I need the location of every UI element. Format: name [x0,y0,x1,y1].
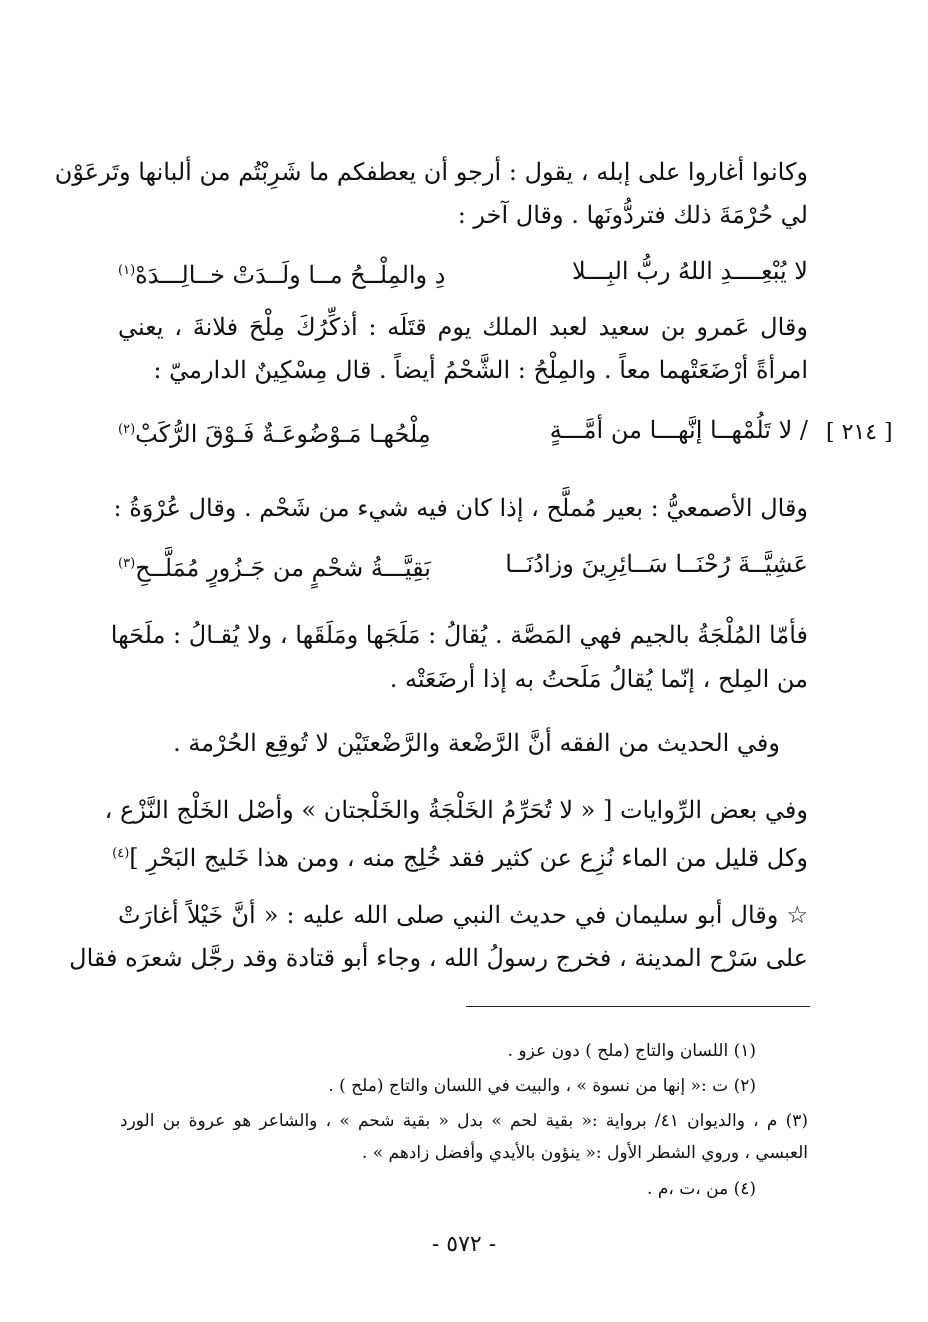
body-line: وفي الحديث من الفقه أنَّ الرَّضْعة والرَّضْعتَيْن لا تُوقِع الحُرْمة . [173,729,780,757]
footnote: (١) اللسان والتاج (ملح ) دون عزو . [507,1041,756,1061]
body-line: وكانوا أغاروا على إبله ، يقول : أرجو أن يعطفكم ما شَرِبْتُم من ألبانها وتَرعَوْن [54,158,808,186]
body-line: وقال عَمرو بن سعيد لعبد الملك يوم قتَلَه : أذكِّرُكَ مِلْحَ فلانةَ ، يعني [118,313,808,341]
margin-page-reference: [ ٢١٤ ] [826,420,893,445]
footnote-marker: (٣) [118,556,136,571]
footnote: (٤) من ،ت ،م . [647,1179,756,1199]
footnote: (٣) م ، والديوان ٤١/ برواية :« بقية لحم » بدل « بقية شحم » ، والشاعر هو عروة بن الورد [120,1111,808,1131]
verse [118,413,808,447]
verse-first-hemistich: لا يُبْعِــــدِ اللهُ ربُّ البِـــلا [571,257,808,285]
footnote-marker: (٤) [112,846,130,861]
verse [118,254,808,288]
body-line: وقال الأصمعيُّ : بعير مُملَّح ، إذا كان فيه شيء من شَحْم . وقال عُرْوَةُ : [113,494,808,522]
footnote: (٢) ت :« إنها من نسوة » ، والبيت في اللسان والتاج (ملح ) . [328,1076,756,1096]
body-line: فأمّا المُلْجَةُ بالجيم فهي المَصَّة . يُقالُ : مَلَجَها ومَلَقَها ، ولا يُقـالُ : ملَحَها [110,621,808,649]
verse-first-hemistich: عَشِيَّــةَ رُحْنَــا سَــائِرِينَ وزادُنَــا [505,550,808,578]
verse-second-hemistich [118,547,448,585]
verse-second-hemistich [118,413,448,451]
body-line: من المِلح ، إنّما يُقالُ مَلَحتُ به إذا أرضَعَتْه . [389,665,808,693]
body-line: على سَرْح المدينة ، فخرج رسولُ الله ، وجاء أبو قتادة وقد رجَّل شعرَه فقال [69,944,808,972]
verse-second-text: دِ والمِلْــحُ مــا ولَــدَتْ خــالِـــدَهْ [135,261,446,289]
body-line: لي حُرْمَةَ ذلك فتردُّونَها . وقال آخر : [457,201,808,229]
verse [118,547,808,581]
body-line: امرأةً أرْضَعَتْهما معاً . والمِلْحُ : الشَّحْمُ أيضاً . قال مِسْكِينٌ الدارميّ : [153,356,808,384]
verse-first-hemistich: / لا تَلُمْهــا إنَّهـــا من أمَّـــةٍ [549,416,808,444]
body-line-text: وكل قليل من الماء نُزِع عن كثير فقد خُلِج منه ، ومن هذا خَليج البَحْرِ ] [129,844,808,872]
page-number: - ٥٧٢ - [431,1232,497,1257]
verse-second-text: مِلْحُهـا مَـوْضُوعَـةٌ فَـوْقَ الرُّكَبْ [135,420,431,448]
footnote-marker: (١) [118,263,136,278]
body-line [112,837,808,872]
footnote-marker: (٢) [118,422,136,437]
body-line: وفي بعض الرِّوايات [ « لا تُحَرِّمُ الخَلْجَةُ والخَلْجتان » وأصْل الخَلْج النَّزْع ، [104,796,808,824]
footnote: العبسي ، وروي الشطر الأول :« ينؤون بالأيدي وأفضل زادهم » . [361,1143,808,1163]
verse-second-hemistich [118,254,448,292]
body-line: ☆ وقال أبو سليمان في حديث النبي صلى الله عليه : « أنَّ خَيْلاً أغارَتْ [118,901,808,929]
footnote-divider [466,1006,810,1007]
verse-second-text: بَقِيَّـــةُ شحْمٍ من جَـزُورٍ مُمَلَّــحِ [135,554,431,582]
